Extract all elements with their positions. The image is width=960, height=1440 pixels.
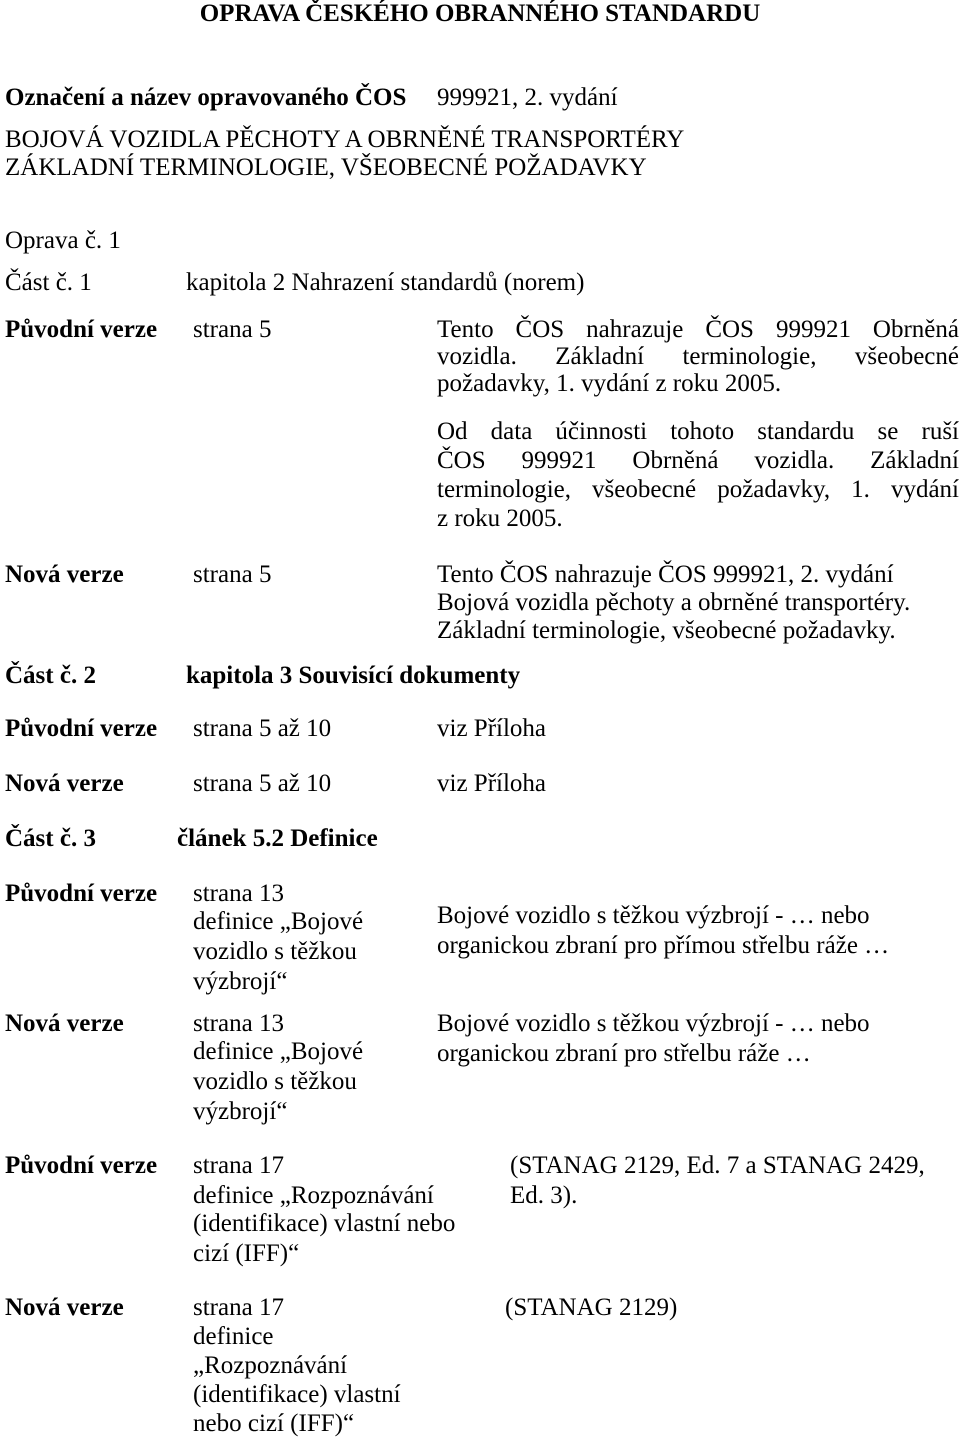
text-line: z roku 2005. bbox=[437, 505, 563, 532]
designation-label: Označení a název opravovaného ČOS bbox=[5, 84, 407, 111]
location-line: strana 13 bbox=[193, 1010, 284, 1037]
version-label: Původní verze bbox=[5, 316, 158, 343]
page-reference: strana 5 až 10 bbox=[193, 770, 332, 797]
location-line: definice „Bojové bbox=[193, 1038, 364, 1065]
page-reference: strana 5 bbox=[193, 561, 272, 588]
text-line: organickou zbraní pro střelbu ráže … bbox=[437, 1040, 811, 1067]
text-line: Od data účinnosti tohoto standardu se ruší bbox=[437, 418, 959, 445]
document-title: OPRAVA ČESKÉHO OBRANNÉHO STANDARDU bbox=[199, 0, 761, 27]
location-line: výzbrojí“ bbox=[193, 1098, 288, 1125]
text-line: viz Příloha bbox=[437, 770, 547, 797]
location-line: výzbrojí“ bbox=[193, 968, 288, 995]
section-heading: kapitola 3 Souvisící dokumenty bbox=[186, 662, 521, 689]
location-line: cizí (IFF)“ bbox=[193, 1240, 300, 1267]
location-line: nebo cizí (IFF)“ bbox=[193, 1410, 355, 1437]
standard-name-line: ZÁKLADNÍ TERMINOLOGIE, VŠEOBECNÉ POŽADAVKY bbox=[5, 154, 647, 181]
version-label: Nová verze bbox=[5, 1010, 124, 1037]
text-line: (STANAG 2129, Ed. 7 a STANAG 2429, bbox=[510, 1152, 925, 1179]
section-heading: článek 5.2 Definice bbox=[177, 825, 378, 852]
part-label: Část č. 3 bbox=[5, 825, 96, 852]
text-line: Bojové vozidlo s těžkou výzbrojí - … nebo bbox=[437, 1010, 870, 1037]
text-line: Tento ČOS nahrazuje ČOS 999921, 2. vydání bbox=[437, 561, 894, 588]
text-line: organickou zbraní pro přímou střelbu ráže … bbox=[437, 932, 890, 959]
text-line: Základní terminologie, všeobecné požadavky. bbox=[437, 617, 896, 644]
version-label: Původní verze bbox=[5, 715, 158, 742]
location-line: strana 17 bbox=[193, 1152, 284, 1179]
designation-value: 999921, 2. vydání bbox=[437, 84, 618, 111]
text-line: vozidla. Základní terminologie, všeobecné bbox=[437, 343, 959, 370]
page-reference: strana 5 až 10 bbox=[193, 715, 332, 742]
location-line: (identifikace) vlastní nebo bbox=[193, 1210, 456, 1237]
location-line: „Rozpoznávání bbox=[193, 1352, 348, 1379]
location-line: vozidlo s těžkou bbox=[193, 938, 357, 965]
text-line: ČOS 999921 Obrněná vozidla. Základní bbox=[437, 447, 959, 474]
version-label: Nová verze bbox=[5, 1294, 124, 1321]
part-label: Část č. 2 bbox=[5, 662, 96, 689]
text-line: viz Příloha bbox=[437, 715, 547, 742]
text-line: Ed. 3). bbox=[510, 1182, 578, 1209]
location-line: definice bbox=[193, 1323, 274, 1350]
standard-name-line: BOJOVÁ VOZIDLA PĚCHOTY A OBRNĚNÉ TRANSPORTÉRY bbox=[5, 126, 685, 153]
location-line: (identifikace) vlastní bbox=[193, 1381, 401, 1408]
text-line: Tento ČOS nahrazuje ČOS 999921 Obrněná bbox=[437, 316, 959, 343]
version-label: Nová verze bbox=[5, 561, 124, 588]
version-label: Nová verze bbox=[5, 770, 124, 797]
location-line: strana 17 bbox=[193, 1294, 284, 1321]
version-label: Původní verze bbox=[5, 880, 158, 907]
location-line: vozidlo s těžkou bbox=[193, 1068, 357, 1095]
page-reference: strana 5 bbox=[193, 316, 272, 343]
section-heading: kapitola 2 Nahrazení standardů (norem) bbox=[186, 269, 585, 296]
location-line: strana 13 bbox=[193, 880, 284, 907]
location-line: definice „Rozpoznávání bbox=[193, 1182, 434, 1209]
correction-number: Oprava č. 1 bbox=[5, 227, 121, 254]
text-line: Bojové vozidlo s těžkou výzbrojí - … nebo bbox=[437, 902, 870, 929]
text-line: požadavky, 1. vydání z roku 2005. bbox=[437, 370, 782, 397]
text-line: terminologie, všeobecné požadavky, 1. vydání bbox=[437, 476, 959, 503]
text-line: (STANAG 2129) bbox=[505, 1294, 678, 1321]
version-label: Původní verze bbox=[5, 1152, 158, 1179]
part-label: Část č. 1 bbox=[5, 269, 92, 296]
location-line: definice „Bojové bbox=[193, 908, 364, 935]
text-line: Bojová vozidla pěchoty a obrněné transportéry. bbox=[437, 589, 911, 616]
